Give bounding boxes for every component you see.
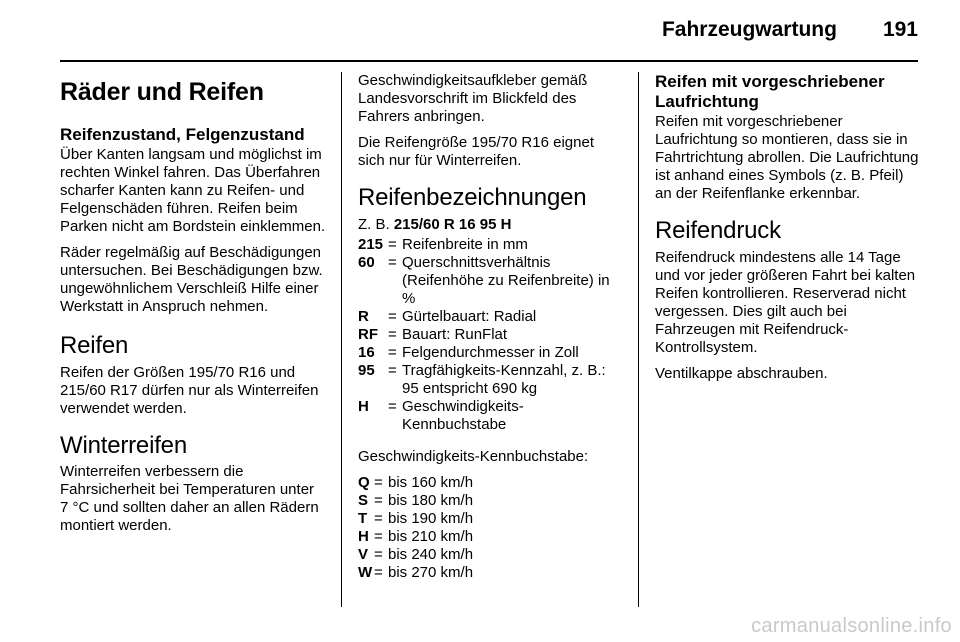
chapter-title: Fahrzeugwartung — [661, 18, 837, 41]
column-right — [655, 72, 921, 391]
legend-row: RF = Bauart: RunFlat — [358, 325, 508, 343]
legend-row: V = bis 240 km/h — [358, 545, 474, 563]
legend-row: Q = bis 160 km/h — [358, 473, 474, 491]
subsection-heading: Reifenzustand, Felgenzustand — [60, 124, 305, 144]
subsection-heading: Reifen — [60, 332, 129, 360]
legend-row: W = bis 270 km/h — [358, 563, 474, 581]
paragraph: Reifendruck mindestens alle 14 Tage und vor jeder größeren Fahrt bei kalten Reifen kontrollieren. Reserverad nicht vergessen. Dies gilt auch bei Fahrzeugen mit Reifendruck-Kontrollsystem. — [655, 248, 916, 356]
legend-row: H = Geschwindigkeits-Kennbuchstabe — [358, 397, 524, 433]
legend-row: T = bis 190 km/h — [358, 509, 474, 527]
paragraph: Winterreifen verbessern die Fahrsicherheit bei Temperaturen unter 7 °C und sollten daher an allen Rädern montiert werden. — [60, 463, 319, 535]
page-number: 191 — [882, 18, 918, 41]
legend-row: 60 = Querschnittsverhältnis (Reifenhöhe zu Reifenbreite) in % — [358, 253, 610, 307]
subsection-heading: Reifenbezeichnungen — [358, 184, 587, 211]
column-divider — [638, 72, 639, 607]
tire-code-example: Z. B. 215/60 R 16 95 H — [358, 215, 512, 233]
column-middle — [358, 72, 624, 596]
subsection-heading: Reifendruck — [655, 217, 781, 245]
paragraph: Räder regelmäßig auf Beschädigungen untersuchen. Bei Beschädigungen bzw. ungewöhnlichem Verschleiß Hilfe einer Werkstatt in Anspruch nehmen. — [60, 244, 323, 316]
header-divider — [60, 60, 918, 62]
paragraph: Über Kanten langsam und möglichst im rechten Winkel fahren. Das Überfahren scharfer Kanten kann zu Reifen- und Felgenschäden führen. Reifen beim Parken nicht am Bordstein einklemmen. — [60, 146, 326, 236]
column-left — [60, 72, 326, 543]
paragraph: Reifen der Größen 195/70 R16 und 215/60 R17 dürfen nur als Winterreifen verwendet werden. — [60, 363, 319, 417]
page-header — [662, 18, 918, 42]
section-title: Räder und Reifen — [60, 78, 264, 106]
paragraph: Ventilkappe abschrauben. — [655, 364, 828, 382]
paragraph: Geschwindigkeits-Kennbuchstabe: — [358, 447, 589, 465]
paragraph: Reifen mit vorgeschriebener Laufrichtung so montieren, dass sie in Fahrtrichtung abrollen. Die Laufrichtung ist anhand eines Symbols (z. B. Pfeil) an der Reifenflanke erkennbar. — [655, 113, 919, 203]
speed-rating-legend — [358, 474, 473, 582]
legend-row: S = bis 180 km/h — [358, 491, 474, 509]
paragraph: Die Reifengröße 195/70 R16 eignet sich nur für Winterreifen. — [358, 134, 594, 169]
legend-row: 95 = Tragfähigkeits-Kennzahl, z. B.: 95 entspricht 690 kg — [358, 361, 606, 397]
legend-row: 215 = Reifenbreite in mm — [358, 235, 528, 253]
tire-code-legend — [358, 236, 624, 434]
subsection-heading: Reifen mit vorgeschriebener Laufrichtung — [655, 72, 885, 111]
watermark: carmanualsonline.info — [751, 615, 952, 637]
legend-row: 16 = Felgendurchmesser in Zoll — [358, 343, 579, 361]
legend-row: H = bis 210 km/h — [358, 527, 474, 545]
paragraph: Geschwindigkeitsaufkleber gemäß Landesvorschrift im Blickfeld des Fahrers anbringen. — [358, 72, 588, 125]
subsection-heading: Winterreifen — [60, 431, 187, 459]
tire-code: 215/60 R 16 95 H — [393, 215, 512, 233]
legend-row: R = Gürtelbauart: Radial — [358, 307, 537, 325]
column-divider — [341, 72, 342, 607]
